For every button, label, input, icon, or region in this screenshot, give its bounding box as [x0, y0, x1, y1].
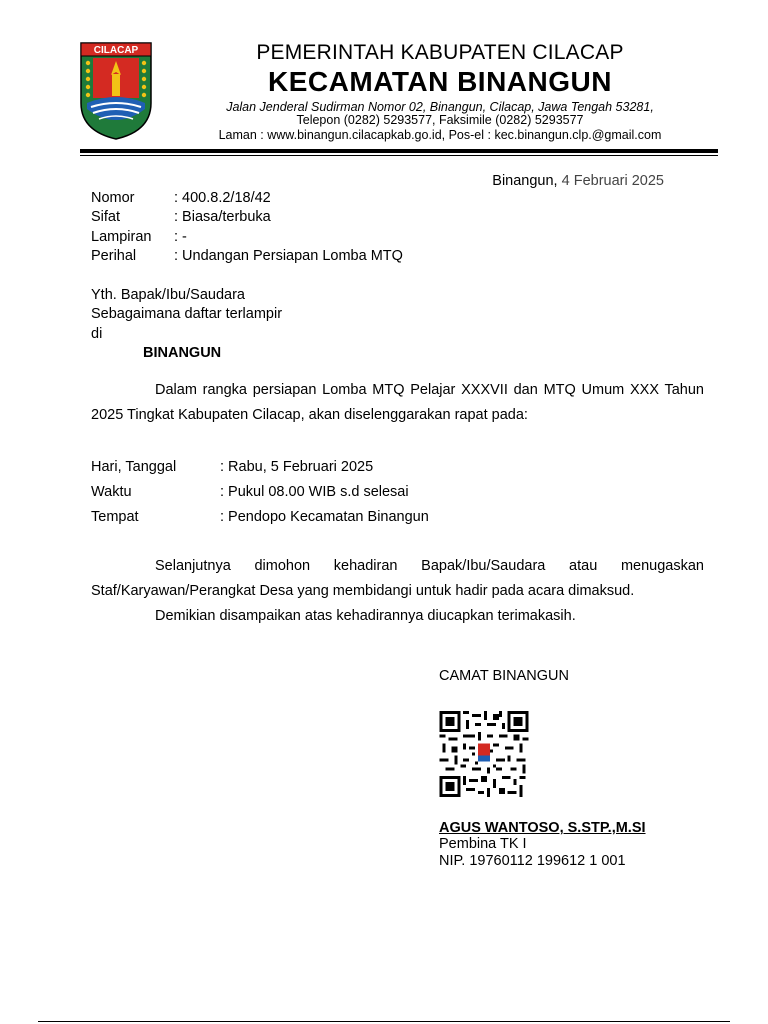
event-value-place: : Pendopo Kecamatan Binangun [220, 509, 429, 525]
signature-qr-code [439, 711, 529, 797]
signatory-nip: NIP. 19760112 199612 1 001 [439, 853, 626, 869]
letter-date: Binangun, 4 Februari 2025 [492, 173, 664, 189]
event-label-place: Tempat [91, 509, 139, 525]
meta-label-sifat: Sifat [91, 209, 121, 225]
meta-label-lampiran: Lampiran [91, 229, 152, 245]
footer-rule [38, 1021, 730, 1022]
meta-label-perihal: Perihal [91, 248, 137, 264]
meta-value-sifat: : Biasa/terbuka [174, 209, 271, 225]
signatory-title: CAMAT BINANGUN [439, 668, 569, 684]
event-value-time: : Pukul 08.00 WIB s.d selesai [220, 484, 409, 500]
closing-paragraph: Selanjutnya dimohon kehadiran Bapak/Ibu/Saudara atau menugaskan Staf/Karyawan/Perangkat Desa yang membidangi untuk hadir pada acara dimaksud. [91, 558, 704, 599]
event-label-time: Waktu [91, 484, 132, 500]
recipient-place: BINANGUN [143, 345, 222, 361]
letterhead-rule-thick [80, 149, 718, 153]
meta-value-lampiran: : - [174, 229, 187, 245]
recipient-line1: Yth. Bapak/Ibu/Saudara [91, 287, 245, 303]
recipient-line3: di [91, 326, 103, 342]
office-address: Jalan Jenderal Sudirman Nomor 02, Binangun, Cilacap, Jawa Tengah 53281, [226, 100, 654, 114]
meta-value-perihal: : Undangan Persiapan Lomba MTQ [174, 248, 403, 264]
logo-text: CILACAP [93, 45, 139, 56]
event-label-date: Hari, Tanggal [91, 459, 177, 475]
meta-label-nomor: Nomor [91, 190, 135, 206]
office-title: KECAMATAN BINANGUN [268, 66, 612, 97]
meta-value-nomor: : 400.8.2/18/42 [174, 190, 271, 206]
cilacap-emblem-logo [79, 41, 153, 141]
signatory-rank: Pembina TK I [439, 836, 527, 852]
intro-paragraph: Dalam rangka persiapan Lomba MTQ Pelajar XXXVII dan MTQ Umum XXX Tahun 2025 Tingkat Kabupaten Cilacap, akan diselenggarakan rapat pada: [91, 382, 704, 423]
government-title: PEMERINTAH KABUPATEN CILACAP [256, 41, 624, 64]
signatory-name: AGUS WANTOSO, S.STP.,M.SI [439, 820, 646, 836]
closing-thanks: Demikian disampaikan atas kehadirannya diucapkan terimakasih. [155, 608, 576, 624]
office-web: Laman : www.binangun.cilacapkab.go.id, Pos-el : kec.binangun.clp.@gmail.com [218, 128, 662, 142]
letterhead-rule-thin [80, 155, 718, 156]
event-value-date: : Rabu, 5 Februari 2025 [220, 459, 374, 475]
office-phone: Telepon (0282) 5293577, Faksimile (0282) 5293577 [296, 113, 584, 127]
recipient-line2: Sebagaimana daftar terlampir [91, 306, 283, 322]
